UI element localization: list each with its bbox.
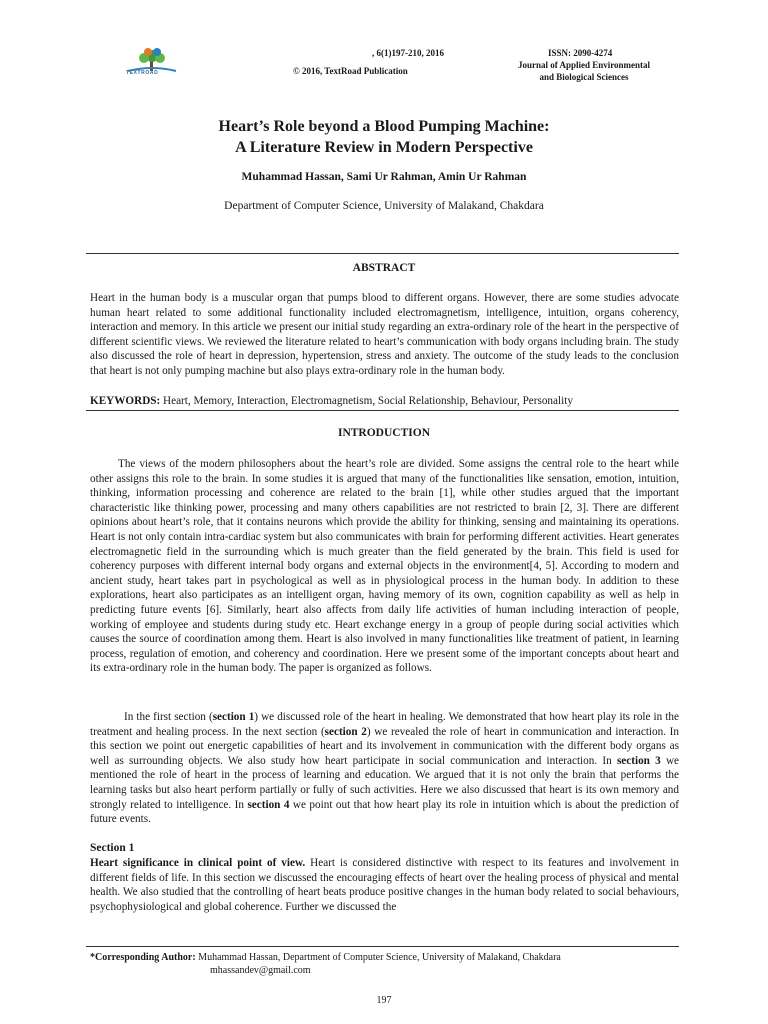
section1-lead: Heart significance in clinical point of view.: [90, 857, 306, 869]
introduction-paragraph-2: In the first section (section 1) we discussed role of the heart in healing. We demonstrated that how heart play its role in the treatment and healing process. In the next section (section 2) we revealed the role of heart in communication and interaction. In this section we point out energetic capabilities of heart and its involvement in communication with the different body organs as well as surrounding objects. We also study how heart participate in social communication and interaction. In section 3 we mentioned the role of heart in the process of learning and education. We argued that it is not only the brain that performs the learning tasks but also heart perform partially or fully of such activities. Here we also discussed that heart is its own memory and strongly related to intelligence. In section 4 we point out that how heart play its role in intuition which is about the prediction of future events.: [90, 711, 680, 826]
keywords-label: KEYWORDS:: [90, 395, 161, 407]
divider-top: [86, 253, 679, 254]
divider-bottom: [86, 410, 679, 411]
keywords: [90, 394, 679, 408]
introduction-paragraph-1: The views of the modern philosophers about the heart’s role are divided. Some assigns the central role to the heart while other assigns this role to the brain. In some studies it is argued that many of the functionalities like sensation, emotion, intuition, thinking, information processing and coherence are related to the brain [1], while other studies argued that the important characteristic like thinking power, processing and many others capabilities are not restricted to brain [2, 3]. There are different opinions about heart’s role, that it contains neurons which provide the ability for thinking, sensing and maintaining its operations. Heart is not only contain intra-cardiac system but also communicates with brain for performing different activities. Heart generates electromagnetic field in the surrounding which is much greater than the field generated by the brain. This field is used for coherency purposes with different internal body organs and external objects in the environment[4, 5]. According to modern and ancient study, heart takes part in psychological as well as in physiological process in the human body. In addition to these explorations, heart also participates as an intelligent organ, having memory of its own, cognition capability as well as help in predicting future events [6]. Similarly, heart also affects from daily life activities of human including interaction of people, working of employee and students during study etc. Heart exchange energy in a group of people during social activities which causes the source of coordination among them. Heart is also involved in many functionalities like treatment of patient, in learning process, regulation of emotion, and coherency and coordination. Here we present some of the important concepts about heart and its extra-ordinary role in the human body. The paper is organized as follows.: [90, 458, 679, 675]
section1-paragraph: Heart significance in clinical point of view. Heart is considered distinctive with respect to its features and involvement in different fields of life. In this section we discussed the encouraging effects of heart over the healing process of physical and mental health. We also studied that the controlling of heart beats produce positive changes in the human body related to social behaviours, psychophysiological and global coherence. Further we discussed the: [90, 857, 680, 913]
journal-name-line2: and Biological Sciences: [539, 72, 629, 82]
journal-name: [510, 59, 658, 83]
corresponding-author-footnote: [90, 951, 680, 977]
title-line2: A Literature Review in Modern Perspective: [235, 139, 533, 156]
title-line1: Heart’s Role beyond a Blood Pumping Machine:: [218, 118, 550, 135]
introduction-heading: INTRODUCTION: [337, 427, 430, 439]
issn: ISSN: 2090-4274: [548, 48, 613, 58]
footnote-divider: [86, 946, 679, 947]
author-email: mhassandev@gmail.com: [210, 965, 311, 976]
section1-heading: Section 1: [90, 842, 135, 854]
footnote-text: Muhammad Hassan, Department of Computer Science, University of Malakand, Chakdara: [195, 952, 561, 963]
copyright-notice: © 2016, TextRoad Publication: [293, 66, 408, 76]
journal-name-line1: Journal of Applied Environmental: [517, 60, 651, 70]
publisher-logo-text: TEXTROAD: [126, 70, 159, 76]
abstract-text: Heart in the human body is a muscular organ that pumps blood to different organs. However, there are some studies advocate human heart related to some additional functionality included electromagnetism, intelligence, intuition, organs coherency, interaction and memory. In this article we present our initial study regarding an extra-ordinary role of the heart in the perspective of different scientific views. We reviewed the literature related to heart’s communication with body organs including brain. The study also discussed the role of heart in depression, hypertension, stress and anxiety. The outcome of the study leads to the conclusion that heart is not only pumping machine but also plays extra-ordinary role in the human body.: [90, 292, 679, 377]
affiliation: Department of Computer Science, University of Malakand, Chakdara: [224, 200, 544, 212]
keywords-list: Heart, Memory, Interaction, Electromagnetism, Social Relationship, Behaviour, Personality: [160, 395, 573, 407]
journal-citation: , 6(1)197-210, 2016: [372, 48, 444, 58]
footnote-label: *Corresponding Author:: [90, 952, 196, 963]
paper-title: [0, 116, 768, 158]
page-number: 197: [376, 995, 392, 1006]
author-list: Muhammad Hassan, Sami Ur Rahman, Amin Ur Rahman: [241, 171, 527, 183]
abstract-heading: ABSTRACT: [352, 262, 416, 274]
